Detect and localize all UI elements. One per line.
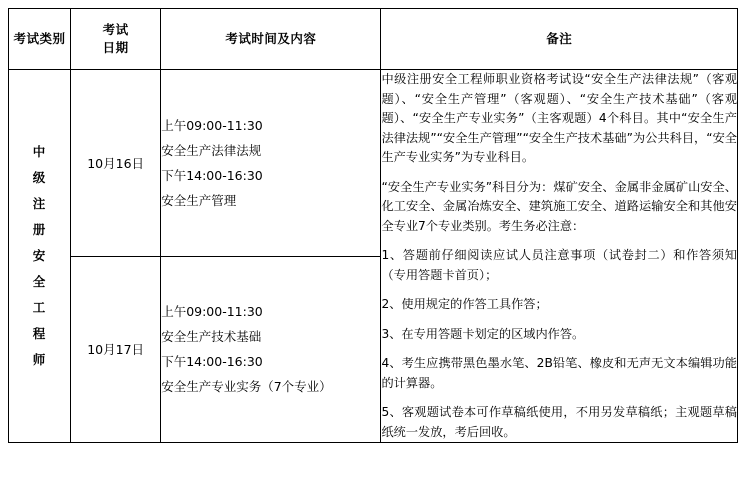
header-category: 考试类别 xyxy=(9,9,71,70)
header-date-line2: 日期 xyxy=(102,40,129,55)
category-char: 注 xyxy=(32,196,47,211)
cell-category xyxy=(9,70,71,443)
remark-paragraph: 3、在专用答题卡划定的区域内作答。 xyxy=(381,326,585,341)
header-time-content: 考试时间及内容 xyxy=(161,9,381,70)
category-char: 册 xyxy=(32,222,47,237)
category-vertical-text xyxy=(9,139,70,373)
exam-schedule-table xyxy=(8,8,738,443)
schedule-line: 安全生产技术基础 xyxy=(161,329,262,345)
schedule-line: 安全生产专业实务（7个专业） xyxy=(161,379,332,395)
schedule-line: 下午14:00-16:30 xyxy=(161,167,263,183)
cell-date-day1: 10月16日 xyxy=(71,70,161,257)
cell-remarks xyxy=(381,70,738,443)
category-char: 全 xyxy=(32,274,47,289)
remark-paragraph: 1、答题前仔细阅读应试人员注意事项（试卷封二）和作答须知（专用答题卡首页）； xyxy=(381,248,737,282)
table-body xyxy=(9,70,738,443)
category-char: 中 xyxy=(32,144,47,159)
table-header-row xyxy=(9,9,738,70)
schedule-line: 上午09:00-11:30 xyxy=(161,304,263,320)
category-char: 程 xyxy=(32,326,47,341)
schedule-line: 下午14:00-16:30 xyxy=(161,354,263,370)
remark-paragraph: “安全生产专业实务”科目分为：煤矿安全、金属非金属矿山安全、化工安全、金属冶炼安全、建筑施工安全、道路运输安全和其他安全专业7个专业类别。考生务必注意： xyxy=(381,179,737,233)
table-header xyxy=(9,9,738,70)
cell-schedule-day1 xyxy=(161,70,381,257)
header-date xyxy=(71,9,161,70)
remark-paragraph: 2、使用规定的作答工具作答； xyxy=(381,297,548,311)
remark-paragraph: 5、客观题试卷本可作草稿纸使用，不用另发草稿纸；主观题草稿纸统一发放，考后回收。 xyxy=(381,405,737,439)
category-char: 级 xyxy=(32,170,47,185)
header-remarks: 备注 xyxy=(381,9,738,70)
category-char: 安 xyxy=(32,248,47,263)
cell-schedule-day2 xyxy=(161,256,381,443)
remark-paragraph: 中级注册安全工程师职业资格考试设“安全生产法律法规”（客观题）、“安全生产管理”（客观题）、“安全生产技术基础”（客观题）、“安全生产专业实务”（主客观题）4个科目。其中“安全生产法律法规”“安全生产管理”“安全生产技术基础”为公共科目，“安全生产专业实务”为专业科目。 xyxy=(381,72,737,164)
remark-paragraph: 4、考生应携带黑色墨水笔、2B铅笔、橡皮和无声无文本编辑功能的计算器。 xyxy=(381,356,737,390)
schedule-line: 安全生产管理 xyxy=(161,192,237,208)
cell-date-day2: 10月17日 xyxy=(71,256,161,443)
schedule-line: 上午09:00-11:30 xyxy=(161,117,263,133)
header-date-line1: 考试 xyxy=(102,22,129,37)
table-row xyxy=(9,70,738,257)
schedule-line: 安全生产法律法规 xyxy=(161,142,262,158)
category-char: 师 xyxy=(32,352,47,367)
category-char: 工 xyxy=(32,300,47,315)
